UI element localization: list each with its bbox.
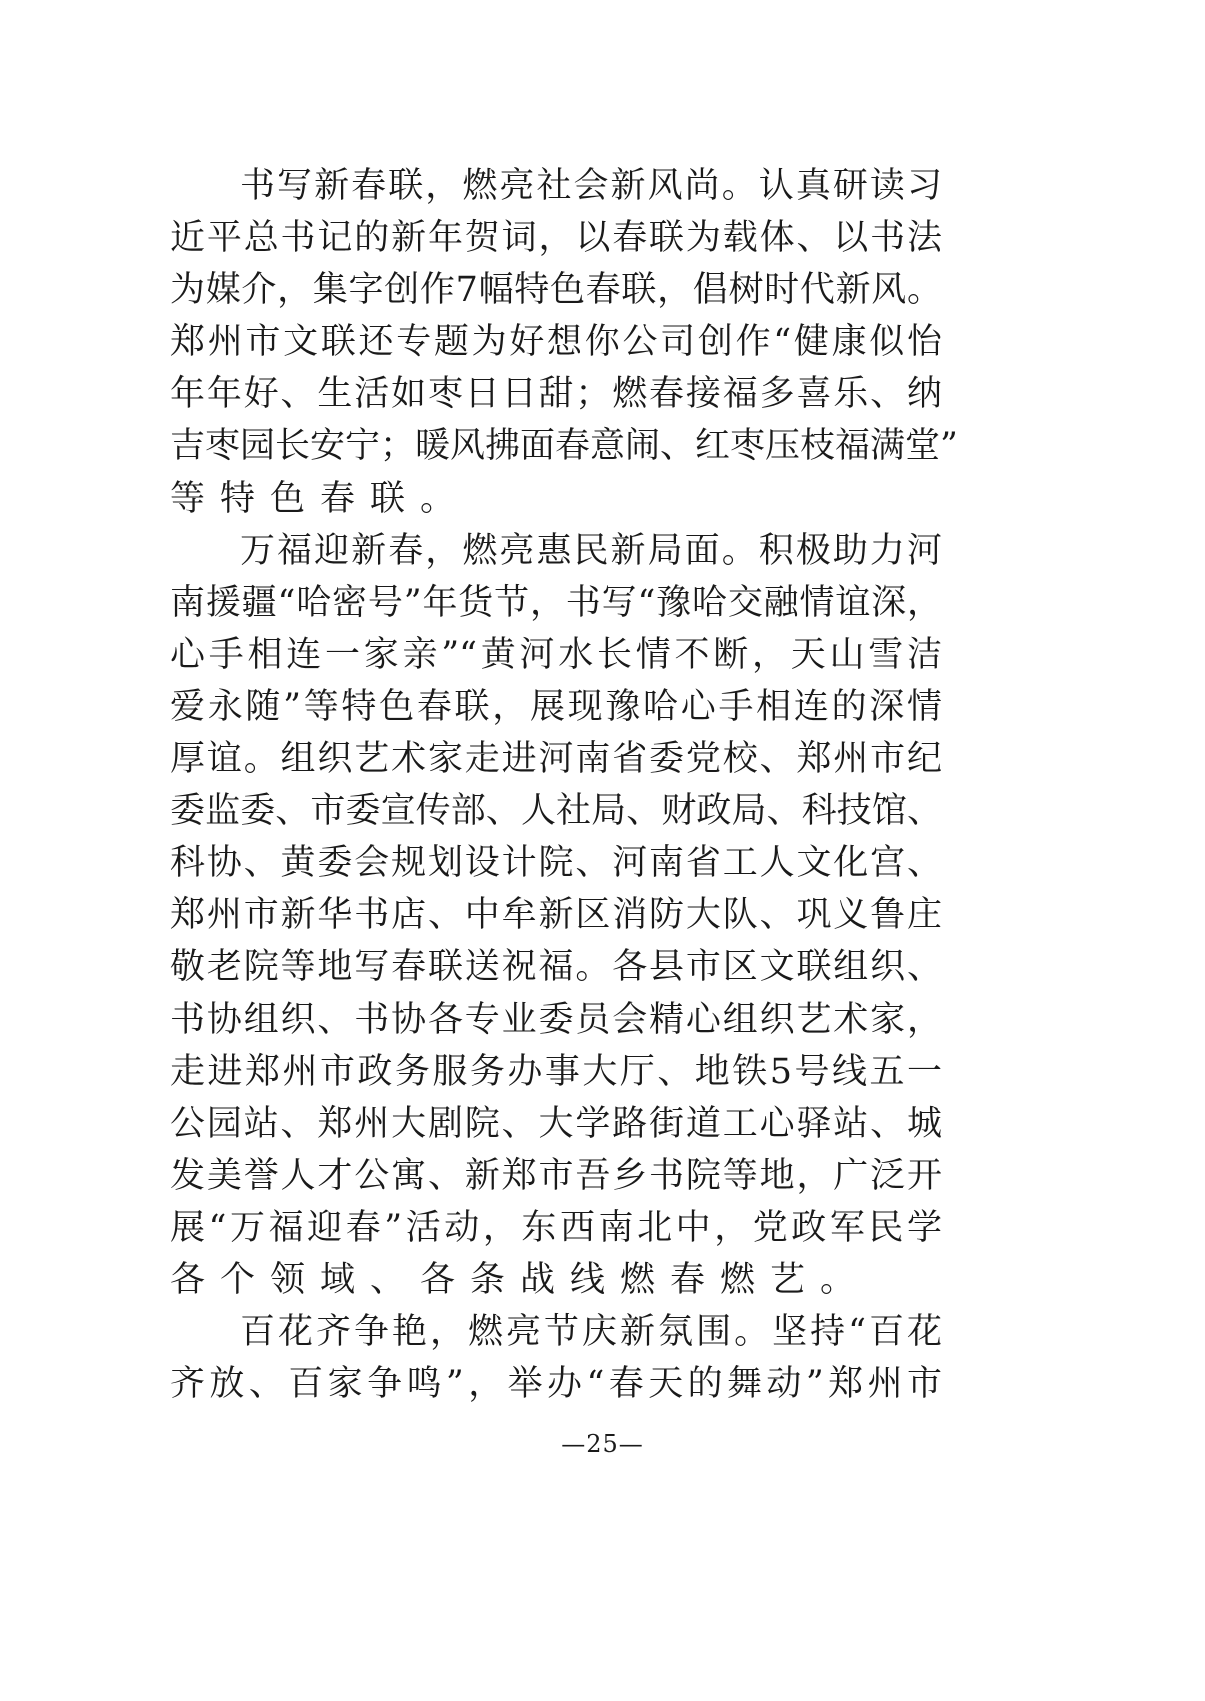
text-line: 心手相连一家亲”“黄河水长情不断，天山雪洁 <box>170 634 942 675</box>
page-number: —25— <box>561 1430 644 1458</box>
text-line: 发美誉人才公寓、新郑市吾乡书院等地，广泛开 <box>170 1155 942 1196</box>
text-line: 郑州市新华书店、中牟新区消防大队、巩义鲁庄 <box>170 895 942 936</box>
text-line: 公园站、郑州大剧院、大学路街道工心驿站、城 <box>170 1103 942 1144</box>
text-line: 委监委、市委宣传部、人社局、财政局、科技馆、 <box>170 791 942 832</box>
text-line: 走进郑州市政务服务办事大厅、地铁5号线五一 <box>170 1051 942 1092</box>
text-line: 郑州市文联还专题为好想你公司创作“健康似怡 <box>170 322 942 363</box>
document-body <box>170 160 958 1410</box>
text-line: 齐放、百家争鸣”，举办“春天的舞动”郑州市 <box>170 1364 942 1405</box>
text-line: 书写新春联，燃亮社会新风尚。认真研读习 <box>240 166 942 206</box>
text-line: 厚谊。组织艺术家走进河南省委党校、郑州市纪 <box>170 739 942 780</box>
paragraph <box>170 1306 942 1410</box>
paragraph <box>170 525 942 1306</box>
text-line: 等特色春联。 <box>170 478 471 519</box>
text-line: 近平总书记的新年贺词，以春联为载体、以书法 <box>170 218 942 259</box>
text-line: 万福迎新春，燃亮惠民新局面。积极助力河 <box>240 530 942 571</box>
text-line: 吉枣园长安宁；暖风拂面春意闹、红枣压枝福满堂” <box>170 426 958 467</box>
paragraph <box>170 160 958 525</box>
text-line: 各个领域、各条战线燃春燃艺。 <box>170 1259 871 1300</box>
text-line: 敬老院等地写春联送祝福。各县市区文联组织、 <box>170 947 942 988</box>
text-line: 百花齐争艳，燃亮节庆新氛围。坚持“百花 <box>240 1312 942 1353</box>
text-line: 书协组织、书协各专业委员会精心组织艺术家， <box>170 999 942 1040</box>
text-line: 展“万福迎春”活动，东西南北中，党政军民学 <box>170 1207 942 1248</box>
text-line: 科协、黄委会规划设计院、河南省工人文化宫、 <box>170 843 942 884</box>
text-line: 爱永随”等特色春联，展现豫哈心手相连的深情 <box>170 686 942 727</box>
text-line: 为媒介，集字创作7幅特色春联，倡树时代新风。 <box>170 270 942 311</box>
text-line: 南援疆“哈密号”年货节，书写“豫哈交融情谊深， <box>170 582 942 623</box>
text-line: 年年好、生活如枣日日甜；燃春接福多喜乐、纳 <box>170 374 942 415</box>
